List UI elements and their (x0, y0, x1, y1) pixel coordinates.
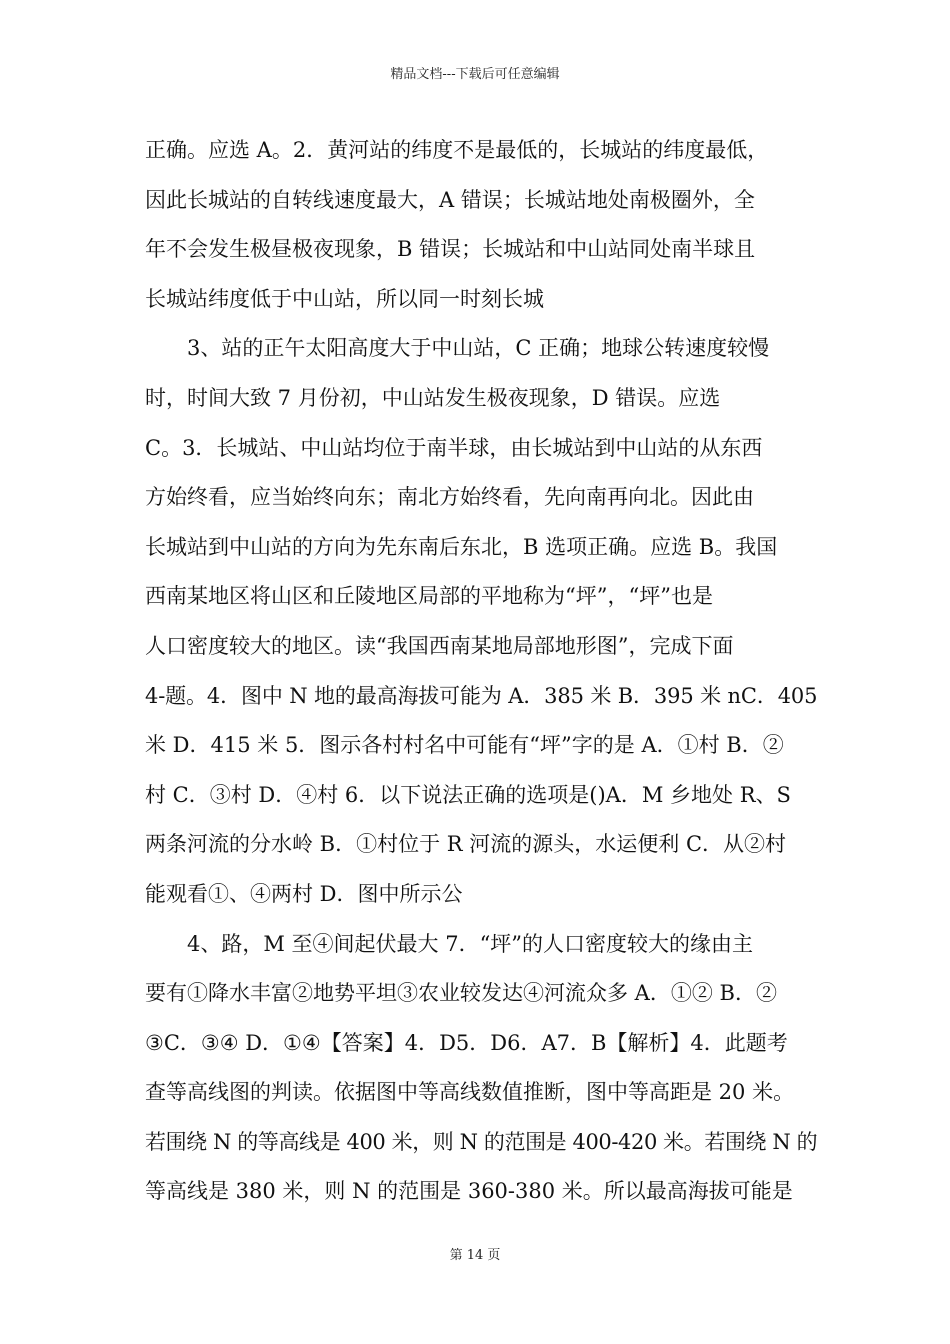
paragraph (145, 920, 817, 1218)
text-line: 年不会发生极昼极夜现象，B 错误；长城站和中山站同处南半球且 (145, 237, 756, 262)
text-line: 时，时间大致 7 月份初，中山站发生极夜现象，D 错误。应选 (145, 385, 721, 410)
text-line: 因此长城站的自转线速度最大，A 错误；长城站地处南极圈外，全 (145, 187, 755, 212)
text-line: 3、站的正午太阳高度大于中山站，C 正确；地球公转速度较慢 (187, 336, 770, 361)
text-line: 正确。应选 A。2．黄河站的纬度不是最低的，长城站的纬度最低， (145, 138, 769, 162)
document-body (145, 126, 817, 1217)
page-header: 精品文档---下载后可任意编辑 (390, 67, 560, 82)
text-line: 西南某地区将山区和丘陵地区局部的平地称为“坪”，“坪”也是 (145, 584, 713, 609)
paragraph (145, 126, 817, 324)
text-line: 查等高线图的判读。依据图中等高线数值推断，图中等高距是 20 米。 (145, 1080, 795, 1105)
text-line: 能观看①、④两村 D．图中所示公 (145, 881, 463, 906)
text-line: 要有①降水丰富②地势平坦③农业较发达④河流众多 A．①② B．② (145, 981, 777, 1006)
text-line: 4-题。4．图中 N 地的最高海拔可能为 A．385 米 B．395 米 nC．405 (145, 683, 818, 708)
text-line: 米 D．415 米 5．图示各村村名中可能有“坪”字的是 A．①村 B．② (145, 733, 784, 758)
text-line: 长城站纬度低于中山站，所以同一时刻长城 (145, 286, 544, 311)
text-line: 等高线是 380 米，则 N 的范围是 360-380 米。所以最高海拔可能是 (145, 1179, 793, 1204)
text-line: 方始终看，应当始终向东；南北方始终看，先向南再向北。因此由 (145, 485, 754, 510)
text-line: 若围绕 N 的等高线是 400 米，则 N 的范围是 400-420 米。若围绕 N 的 (145, 1129, 818, 1154)
text-line: 两条河流的分水岭 B．①村位于 R 河流的源头，水运便利 C．从②村 (145, 832, 787, 857)
text-line: 村 C．③村 D．④村 6．以下说法正确的选项是()A．M 乡地处 R、S (145, 782, 791, 807)
paragraph (145, 324, 817, 919)
text-line: C。3．长城站、中山站均位于南半球，由长城站到中山站的从东西 (145, 435, 763, 460)
text-line: ③C．③④ D．①④【答案】4．D5．D6．A7．B【解析】4．此题考 (145, 1030, 788, 1055)
text-line: 长城站到中山站的方向为先东南后东北，B 选项正确。应选 B。我国 (145, 534, 778, 559)
text-line: 人口密度较大的地区。读“我国西南某地局部地形图”，完成下面 (145, 633, 734, 658)
text-line: 4、路，M 至④间起伏最大 7．“坪”的人口密度较大的缘由主 (187, 931, 754, 956)
page-number: 第 14 页 (449, 1248, 501, 1263)
